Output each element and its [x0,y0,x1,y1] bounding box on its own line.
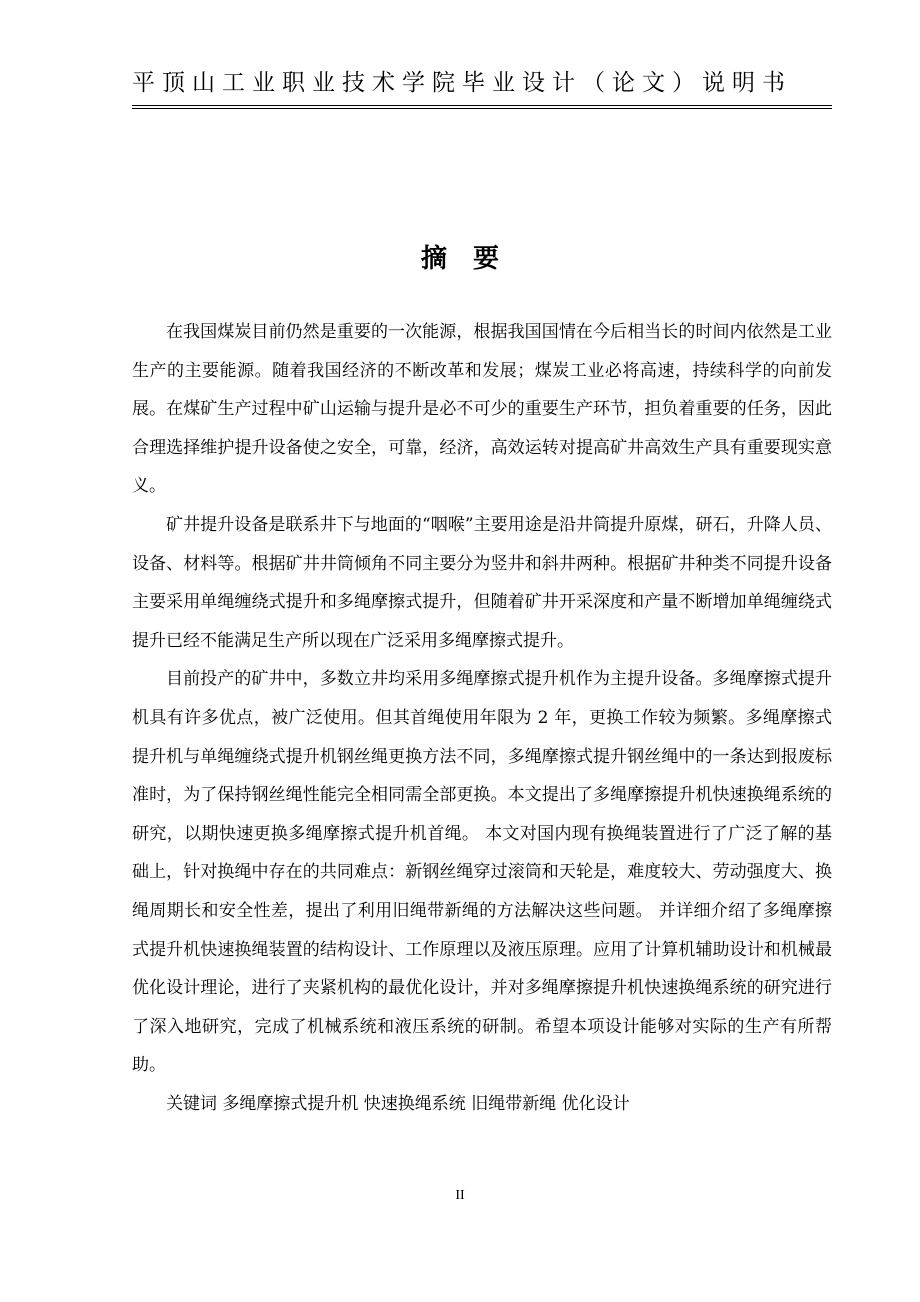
keywords-line: 关键词 多绳摩擦式提升机 快速换绳系统 旧绳带新绳 优化设计 [166,1093,630,1114]
abstract-paragraph-3: 目前投产的矿井中，多数立井均采用多绳摩擦式提升机作为主提升设备。多绳摩擦式提升机具有许多优点，被广泛使用。但其首绳使用年限为 2 年，更换工作较为频繁。多绳摩擦式提升机与单绳缠绕式提升机钢丝绳更换方法不同，多绳摩擦式提升钢丝绳中的一条达到报废标准时，为了保持钢丝绳性能完全相同需全部更换。本文提出了多绳摩擦提升机快速换绳系统的研究，以期快速更换多绳摩擦式提升机首绳。 本文对国内现有换绳装置进行了广泛了解的基础上，针对换绳中存在的共同难点：新钢丝绳穿过滚筒和天轮是，难度较大、劳动强度大、换绳周期长和安全性差，提出了利用旧绳带新绳的方法解决这些问题。 并详细介绍了多绳摩擦式提升机快速换绳装置的结构设计、工作原理以及液压原理。应用了计算机辅助设计和机械最优化设计理论，进行了夹紧机构的最优化设计，并对多绳摩擦提升机快速换绳系统的研究进行了深入地研究，完成了机械系统和液压系统的研制。希望本项设计能够对实际的生产有所帮助。 [132,669,832,1076]
abstract-body [132,313,832,1123]
header-rule-thin [132,108,832,109]
abstract-paragraph-2: 矿井提升设备是联系井下与地面的“咽喉”主要用途是沿井筒提升原煤，研石，升降人员、设备、材料等。根据矿井井筒倾角不同主要分为竖井和斜井两种。根据矿井种类不同提升设备主要采用单绳缠绕式提升和多绳摩擦式提升，但随着矿井开采深度和产量不断增加单绳缠绕式提升已经不能满足生产所以现在广泛采用多绳摩擦式提升。 [132,514,832,651]
header-title: 平顶山工业职业技术学院毕业设计（论文）说明书 [132,70,792,96]
page-number: II [455,1188,465,1203]
abstract-paragraph-1: 在我国煤炭目前仍然是重要的一次能源，根据我国国情在今后相当长的时间内依然是工业生产的主要能源。随着我国经济的不断改革和发展；煤炭工业必将高速，持续科学的向前发展。在煤矿生产过程中矿山运输与提升是必不可少的重要生产环节，担负着重要的任务，因此合理选择维护提升设备使之安全，可靠，经济，高效运转对提高矿井高效生产具有重要现实意义。 [132,322,832,497]
abstract-heading: 摘要 [420,244,525,274]
header-rule-thick [132,105,832,106]
page-header [132,64,832,102]
